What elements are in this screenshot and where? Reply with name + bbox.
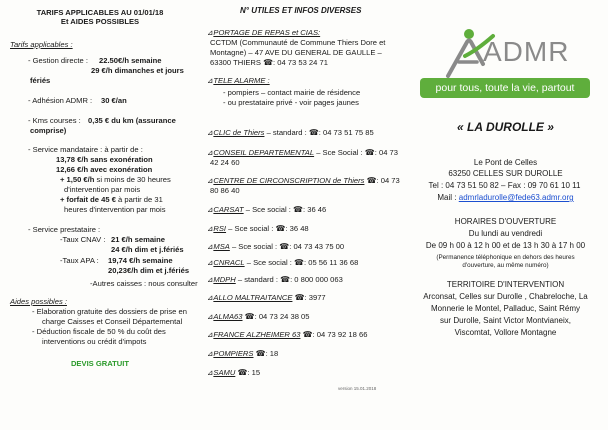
portage-phone: : 04 73 53 24 71 <box>273 58 328 67</box>
clipboard-icon: ⊿ <box>207 293 214 302</box>
carsat-entry <box>207 205 326 214</box>
portage-line-3 <box>210 58 328 67</box>
apa-rate-sunday: 20,23€/h dim et j.fériés <box>108 266 190 275</box>
kms-value: 0,35 € du km (assurance <box>88 116 176 125</box>
samu-entry <box>207 368 260 377</box>
phone-icon: ☎ <box>280 275 291 284</box>
samu-name: SAMU <box>213 368 236 377</box>
phone-icon: ☎ <box>263 58 274 67</box>
clipboard-icon: ⊿ <box>207 312 214 321</box>
territory-line-2: Monnerie le Montel, Palladuc, Saint Rémy <box>431 304 580 313</box>
mandataire-rate-2: 12,66 €/h avec exonération <box>56 165 153 174</box>
phone-icon: ☎ <box>302 330 313 339</box>
clic-desc: – standard : <box>266 128 307 137</box>
clipboard-icon: ⊿ <box>207 368 214 377</box>
cnracl-desc: – Sce social : <box>246 258 292 267</box>
allo-phone: : 3977 <box>304 293 326 302</box>
carsat-phone: : 36 46 <box>303 205 327 214</box>
hours-times: De 09 h 00 à 12 h 00 et de 13 h 30 à 17 h 00 <box>425 241 586 250</box>
rsi-name: RSI <box>213 224 227 233</box>
conseil-entry <box>207 148 398 157</box>
kms-value-cont: comprise) <box>30 126 67 135</box>
mail-label: Mail : <box>437 193 457 202</box>
clic-name: CLIC de Thiers <box>213 128 265 137</box>
apa-rate-week: 19,74 €/h semaine <box>108 256 173 265</box>
centre-phone-cont: 80 86 40 <box>210 186 240 195</box>
alma-phone: : 04 73 24 38 05 <box>254 312 310 321</box>
samu-phone: : 15 <box>247 368 261 377</box>
alzheimer-name: FRANCE ALZHEIMER 63 <box>213 330 301 339</box>
gestion-label: - Gestion directe : <box>28 56 88 65</box>
phone-icon: ☎ <box>244 312 255 321</box>
clipboard-icon: ⊿ <box>207 76 214 85</box>
mail-link[interactable]: admrladurolle@fede63.admr.org <box>458 193 574 202</box>
clipboard-icon: ⊿ <box>207 224 214 233</box>
cnracl-name: CNRACL <box>213 258 245 267</box>
mandataire-flat-fee-cond-2: heures d'intervention par mois <box>64 205 166 214</box>
gestion-value-holiday: fériés <box>30 76 51 85</box>
hours-title: HORAIRES D'OUVERTURE <box>454 217 557 226</box>
territory-line-1: Arconsat, Celles sur Durolle , Chabreloche, La <box>423 292 588 301</box>
phone-icon: ☎ <box>308 128 319 137</box>
msa-phone: : 04 73 43 75 00 <box>289 242 345 251</box>
cnav-label: -Taux CNAV : <box>60 235 106 244</box>
centre-phone: : 04 73 <box>376 176 400 185</box>
adhesion-value: 30 €/an <box>101 96 127 105</box>
clipboard-icon: ⊿ <box>207 205 214 214</box>
admr-logo <box>443 26 603 78</box>
territory-line-3: sur Durolle, Saint Victor Montvianeix, <box>439 316 572 325</box>
clipboard-icon: ⊿ <box>207 176 214 185</box>
tele-alarm-heading: TELE ALARME : <box>213 76 270 85</box>
mandataire-rate-1: 13,78 €/h sans exonération <box>56 155 153 164</box>
mail-line <box>403 193 608 203</box>
mdph-desc: – standard : <box>237 275 278 284</box>
logo-wordmark: ADMR <box>483 36 570 67</box>
clipboard-icon: ⊿ <box>207 330 214 339</box>
tarifs-heading: Tarifs applicables : <box>10 40 73 49</box>
address-line-2: 63250 CELLES SUR DUROLLE <box>448 169 563 178</box>
conseil-phone-cont: 42 24 60 <box>210 158 240 167</box>
kms-label: - Kms courses : <box>28 116 81 125</box>
alma-entry <box>207 312 310 321</box>
phone-icon: ☎ <box>237 368 248 377</box>
mandataire-surcharge-cond: si moins de 30 heures <box>96 175 171 184</box>
rsi-entry <box>207 224 309 233</box>
clic-entry <box>207 128 374 137</box>
clipboard-icon: ⊿ <box>207 128 214 137</box>
territory-line-4: Viscomtat, Vollore Montagne <box>454 328 557 337</box>
allo-name: ALLO MALTRAITANCE <box>213 293 293 302</box>
alma-name: ALMA63 <box>213 312 243 321</box>
clipboard-icon: ⊿ <box>207 28 214 37</box>
cnracl-entry <box>207 258 358 267</box>
clipboard-icon: ⊿ <box>207 242 214 251</box>
cnav-rate-sunday: 24 €/h dim et j.fériés <box>111 245 184 254</box>
phone-icon: ☎ <box>364 148 375 157</box>
aide-1: - Elaboration gratuite des dossiers de prise en <box>32 307 187 316</box>
aide-2: - Déduction fiscale de 50 % du coût des <box>32 327 166 336</box>
msa-desc: – Sce social : <box>231 242 278 251</box>
clipboard-icon: ⊿ <box>207 349 214 358</box>
phone-icon: ☎ <box>294 258 304 267</box>
cnracl-phone: : 05 56 11 36 68 <box>304 258 359 267</box>
mandataire-flat-fee-cond: à partir de 31 <box>118 195 163 204</box>
territory-title: TERRITOIRE D'INTERVENTION <box>446 280 565 289</box>
clic-phone: : 04 73 51 75 85 <box>318 128 374 137</box>
allo-entry <box>207 293 326 302</box>
aides-heading: Aides possibles : <box>10 297 67 306</box>
phone-icon: ☎ <box>293 205 304 214</box>
mandataire-surcharge-cond-2: d'intervention par mois <box>64 185 141 194</box>
address-line-1: Le Pont de Celles <box>473 158 538 167</box>
conseil-desc: – Sce Social : <box>316 148 363 157</box>
portage-line-1: CCTDM (Communauté de Commune Thiers Dore et <box>210 38 386 47</box>
gestion-value-sunday: 29 €/h dimanches et jours <box>91 66 184 75</box>
aide-2-cont: interventions ou crédit d'impots <box>42 337 147 346</box>
prestataire-label: - Service prestataire : <box>28 225 101 234</box>
portage-heading: PORTAGE DE REPAS et CIAS: <box>213 28 321 37</box>
conseil-phone: : 04 73 <box>374 148 398 157</box>
portage-city: 63300 THIERS <box>210 58 261 67</box>
pompiers-phone: : 18 <box>265 349 279 358</box>
cnav-rate-week: 21 €/h semaine <box>111 235 166 244</box>
alzheimer-phone: : 04 73 92 18 66 <box>312 330 368 339</box>
centre-name: CENTRE DE CIRCONSCRIPTION de Thiers <box>213 176 365 185</box>
rsi-desc: – Sce social : <box>228 224 274 233</box>
clipboard-icon: ⊿ <box>207 275 214 284</box>
carsat-name: CARSAT <box>213 205 244 214</box>
hours-note-1: (Permanence téléphonique en dehors des heures <box>436 254 575 261</box>
rsi-phone: : 36 48 <box>285 224 309 233</box>
tele-alarm-line-1: - pompiers – contact mairie de résidence <box>223 88 361 97</box>
mdph-name: MDPH <box>213 275 236 284</box>
hours-days: Du lundi au vendredi <box>468 229 543 238</box>
mandataire-rate-3 <box>60 175 171 184</box>
conseil-name: CONSEIL DEPARTEMENTAL <box>213 148 315 157</box>
tariffs-title: TARIFS APPLICABLES AU 01/01/18 <box>36 8 164 17</box>
agency-name: « LA DUROLLE » <box>457 120 554 134</box>
phone-icon: ☎ <box>294 293 305 302</box>
mdph-entry <box>207 275 343 284</box>
mandataire-label: - Service mandataire : à partir de : <box>28 145 143 154</box>
tele-alarm-line-2: - ou prestataire privé - voir pages jaunes <box>223 98 359 107</box>
adhesion-label: - Adhésion ADMR : <box>28 96 93 105</box>
portage-line-2: Montagne) – 47 AVE DU GENERAL DE GAULLE – <box>210 48 382 57</box>
msa-entry <box>207 242 344 251</box>
aide-1-cont: charge Caisses et Conseil Départemental <box>42 317 183 326</box>
carsat-desc: – Sce social : <box>245 205 291 214</box>
clipboard-icon: ⊿ <box>207 148 214 157</box>
mandataire-flat-fee: + forfait de 45 € <box>60 195 116 204</box>
phone-icon: ☎ <box>366 176 377 185</box>
phone-icon: ☎ <box>275 224 286 233</box>
msa-name: MSA <box>213 242 230 251</box>
tel-fax: Tel : 04 73 51 50 82 – Fax : 09 70 61 10 11 <box>428 181 581 190</box>
free-quote: DEVIS GRATUIT <box>70 359 130 368</box>
clipboard-icon: ⊿ <box>207 258 214 267</box>
other-funds: -Autres caisses : nous consulter <box>90 279 198 288</box>
version-note: version 15.01.2018 <box>338 386 377 391</box>
slogan-banner: pour tous, toute la vie, partout <box>420 78 590 98</box>
portage-entry <box>207 28 320 37</box>
apa-label: -Taux APA : <box>60 256 99 265</box>
phone-icon: ☎ <box>255 349 266 358</box>
mandataire-surcharge: + 1,50 €/h <box>60 175 95 184</box>
alzheimer-entry <box>207 330 367 339</box>
tele-alarm-entry <box>207 76 270 85</box>
pompiers-name: POMPIERS <box>213 349 254 358</box>
tariffs-subtitle: Et AIDES POSSIBLES <box>60 17 140 26</box>
phone-icon: ☎ <box>279 242 290 251</box>
useful-numbers-title: N° UTILES ET INFOS DIVERSES <box>240 6 362 15</box>
gestion-value-week: 22.50€/h semaine <box>99 56 162 65</box>
centre-entry <box>207 176 400 185</box>
hours-note-2: d'ouverture, au même numéro) <box>462 262 549 269</box>
pompiers-entry <box>207 349 278 358</box>
mandataire-rate-4 <box>60 195 163 204</box>
mdph-phone: : 0 800 000 063 <box>290 275 343 284</box>
